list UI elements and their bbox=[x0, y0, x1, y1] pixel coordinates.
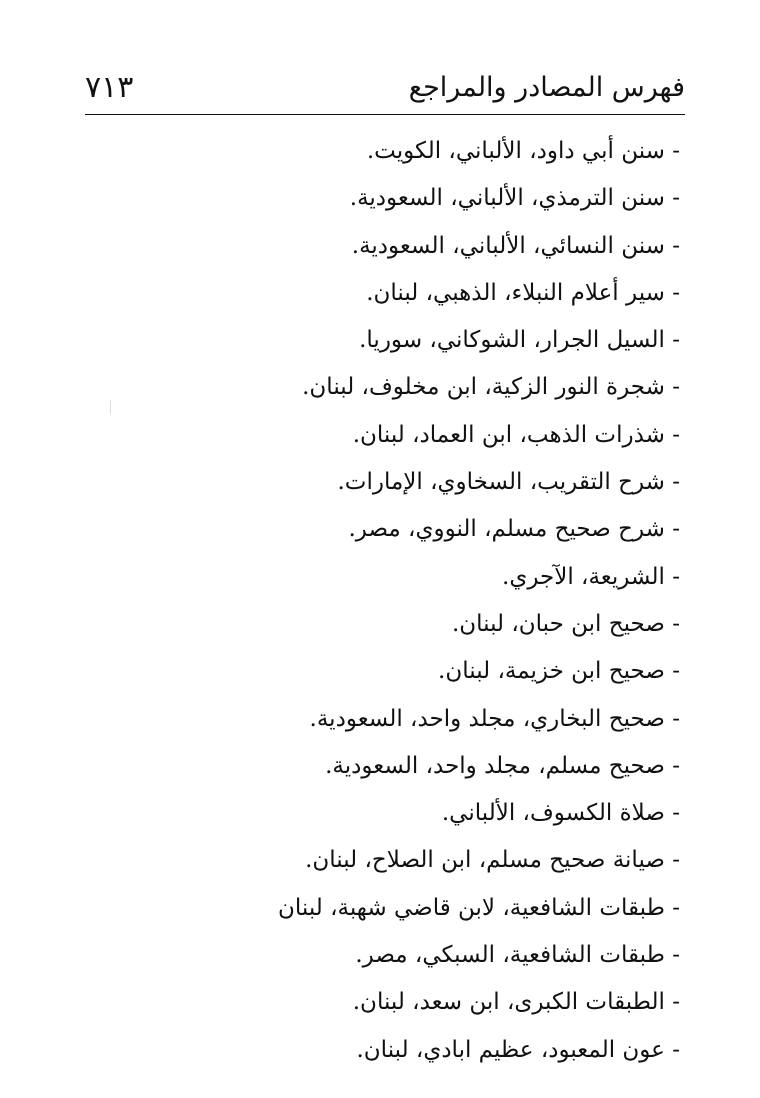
bibliography-entry: - سنن الترمذي، الألباني، السعودية. bbox=[349, 185, 680, 212]
bibliography-entry: - صحيح البخاري، مجلد واحد، السعودية. bbox=[309, 705, 680, 732]
page-number: ٧١٣ bbox=[85, 70, 134, 105]
bibliography-entry: - صحيح ابن خزيمة، لبنان. bbox=[438, 658, 680, 685]
bibliography-entry: - صلاة الكسوف، الألباني. bbox=[441, 800, 680, 827]
bibliography-entry: - الطبقات الكبرى، ابن سعد، لبنان. bbox=[352, 989, 680, 1016]
margin-mark bbox=[110, 400, 114, 414]
bibliography-entry: - صحيح مسلم، مجلد واحد، السعودية. bbox=[325, 752, 680, 779]
bibliography-entry: - سنن أبي داود، الألباني، الكويت. bbox=[366, 138, 680, 164]
bibliography-entry: - عون المعبود، عظيم ابادي، لبنان. bbox=[356, 1036, 680, 1063]
bibliography-entry: - طبقات الشافعية، السبكي، مصر. bbox=[355, 942, 680, 969]
bibliography-entry: - صحيح ابن حبان، لبنان. bbox=[451, 610, 680, 637]
page-header bbox=[85, 70, 685, 110]
bibliography-entry: - طبقات الشافعية، لابن قاضي شهبة، لبنان bbox=[278, 894, 680, 921]
running-title: فهرس المصادر والمراجع bbox=[408, 72, 685, 103]
bibliography-entry: - سير أعلام النبلاء، الذهبي، لبنان. bbox=[366, 279, 680, 306]
bibliography-entry: - شذرات الذهب، ابن العماد، لبنان. bbox=[352, 421, 680, 448]
bibliography-list bbox=[120, 128, 680, 1074]
bibliography-entry: - صيانة صحيح مسلم، ابن الصلاح، لبنان. bbox=[305, 847, 680, 874]
bibliography-entry: - شجرة النور الزكية، ابن مخلوف، لبنان. bbox=[302, 374, 680, 401]
bibliography-entry: - شرح صحيح مسلم، النووي، مصر. bbox=[348, 516, 680, 543]
bibliography-entry: - الشريعة، الآجري. bbox=[502, 563, 680, 590]
header-rule bbox=[85, 114, 685, 115]
bibliography-entry: - سنن النسائي، الألباني، السعودية. bbox=[351, 232, 680, 259]
bibliography-entry: - السيل الجرار، الشوكاني، سوريا. bbox=[359, 327, 680, 354]
bibliography-entry: - شرح التقريب، السخاوي، الإمارات. bbox=[337, 469, 680, 496]
